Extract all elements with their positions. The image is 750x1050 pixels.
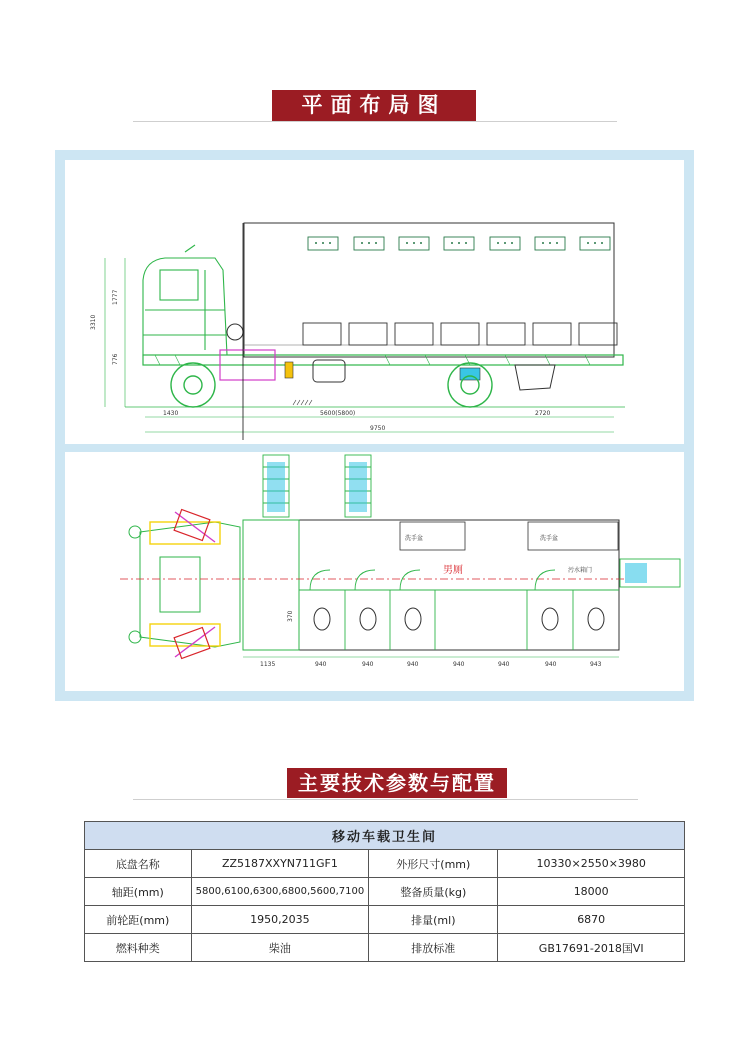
- plan-label-mens: 男厕: [443, 565, 463, 576]
- spec-table-title: 移动车载卫生间: [85, 822, 685, 850]
- plan-dim-4: 940: [407, 661, 419, 668]
- plan-dim-5: 940: [453, 661, 465, 668]
- table-row: [85, 934, 685, 962]
- plan-dim-1: 1135: [260, 661, 276, 668]
- plan-side-dim: 370: [287, 610, 294, 622]
- row-value: GB17691-2018国VI: [498, 934, 685, 962]
- dim-height-a: 1777: [112, 289, 119, 305]
- table-row: [85, 906, 685, 934]
- spec-table: [84, 821, 685, 962]
- plan-view-drawing: [65, 452, 684, 691]
- toilet-stalls: [299, 570, 619, 650]
- plan-dim-3: 940: [362, 661, 374, 668]
- compartment-doors: [303, 323, 617, 345]
- dim-rear-overhang: 2720: [535, 410, 551, 417]
- plan-text-sink-left: 洗手盆: [405, 535, 424, 542]
- row-value: 6870: [498, 906, 685, 934]
- plan-text-sink-right: 洗手盆: [540, 535, 559, 542]
- row-value: 18000: [498, 878, 685, 906]
- truck-cab: [143, 245, 227, 355]
- table-row: [85, 878, 685, 906]
- row-label: 整备质量(kg): [369, 878, 498, 906]
- side-elevation-panel: [65, 160, 684, 444]
- plan-dim-2: 940: [315, 661, 327, 668]
- layout-heading-rule: [133, 121, 617, 122]
- row-label: 排放标准: [369, 934, 498, 962]
- plan-dim-7: 940: [545, 661, 557, 668]
- wheels: [171, 363, 492, 407]
- layout-heading: 平面布局图: [272, 90, 476, 121]
- plan-view-panel: [65, 452, 684, 691]
- row-value: ZZ5187XXYN711GF1: [191, 850, 369, 878]
- drawing-frame: [55, 150, 694, 701]
- dim-wheelbase: 5600(5800): [320, 410, 356, 417]
- row-value: 柴油: [191, 934, 369, 962]
- dim-cab-height: 3310: [90, 314, 97, 330]
- plan-dim-6: 940: [498, 661, 510, 668]
- side-elevation-drawing: [65, 160, 684, 444]
- row-label: 前轮距(mm): [85, 906, 192, 934]
- row-value: 1950,2035: [191, 906, 369, 934]
- fuel-tank: [313, 360, 345, 382]
- row-label: 轴距(mm): [85, 878, 192, 906]
- dim-front-overhang: 1430: [163, 410, 179, 417]
- toilets: [314, 608, 604, 630]
- row-label: 燃料种类: [85, 934, 192, 962]
- dim-height-b: 776: [112, 353, 119, 365]
- dim-total-length: 9750: [370, 425, 386, 432]
- row-value: 10330×2550×3980: [498, 850, 685, 878]
- spec-title-row: [85, 822, 685, 850]
- air-tank: [227, 324, 243, 340]
- table-row: [85, 850, 685, 878]
- row-label: 排量(ml): [369, 906, 498, 934]
- row-label: 底盘名称: [85, 850, 192, 878]
- plan-dim-8: 943: [590, 661, 602, 668]
- row-label: 外形尺寸(mm): [369, 850, 498, 878]
- row-value: 5800,6100,6300,6800,5600,7100: [191, 878, 369, 906]
- spec-heading: 主要技术参数与配置: [287, 768, 507, 798]
- spec-heading-rule: [133, 799, 638, 800]
- plan-text-tank-door: 污水箱门: [568, 567, 593, 574]
- plan-cab: [129, 522, 240, 647]
